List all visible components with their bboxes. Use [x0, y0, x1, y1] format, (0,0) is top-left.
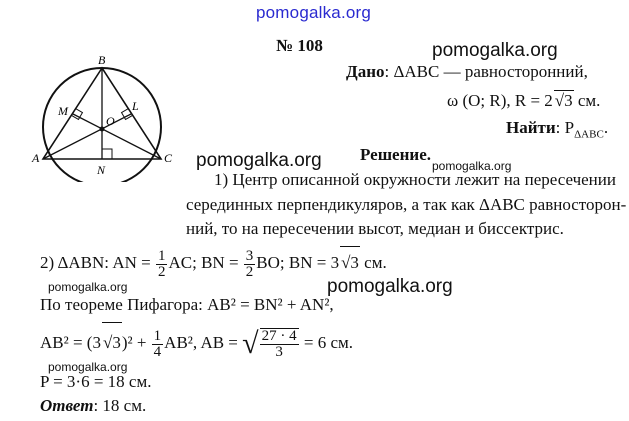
answer-value: : 18 см.	[93, 396, 147, 415]
watermark-small-2: pomogalka.org	[48, 280, 128, 294]
label-b: B	[98, 53, 106, 67]
find-dot: .	[603, 118, 609, 137]
problem-number: № 108	[276, 36, 323, 55]
watermark-small-1: pomogalka.org	[432, 159, 512, 173]
watermark-top: pomogalka.org	[256, 3, 372, 22]
eq-text-b: )² +	[121, 333, 151, 352]
label-n: N	[97, 163, 106, 177]
eq-result: = 6 см.	[299, 333, 354, 352]
fraction-quarter: $\frac{1}{4}$	[153, 327, 162, 360]
fraction-half: $\frac{1}{2}$	[157, 247, 166, 280]
watermark-big-1: pomogalka.org	[432, 40, 558, 61]
label-l: L	[132, 99, 139, 113]
label-o: O	[106, 114, 115, 128]
find-value: : P	[555, 118, 575, 137]
radical-fraction: $\frac{27 \cdot 4}{3}$	[261, 328, 297, 361]
eq-text-c: AB², AB =	[164, 333, 243, 352]
right-angle-n	[102, 149, 112, 159]
given-line-2	[447, 90, 600, 111]
label-a: A	[32, 151, 40, 165]
label-m: M	[58, 104, 68, 118]
solution-p1-line1: 1) Центр описанной окружности лежит на пересечении	[214, 170, 616, 189]
step2-root: √3	[340, 246, 360, 279]
given-unit: см.	[573, 91, 601, 110]
given-label: Дано	[346, 62, 385, 81]
solution-step-2	[40, 246, 387, 280]
step2-text-b: AC; BN =	[168, 253, 243, 272]
perimeter-line: P = 3·6 = 18 см.	[40, 372, 152, 391]
center-o	[100, 127, 105, 132]
solution-heading: Решение.	[360, 145, 431, 164]
find-subscript: ΔABC	[574, 128, 604, 141]
find-line	[506, 118, 608, 140]
equation-line	[40, 322, 353, 363]
label-c: C	[164, 151, 173, 165]
given-line-1	[346, 62, 588, 82]
solution-p1-line2: серединных перпендикуляров, а так как ΔABC равносторон-	[186, 195, 627, 214]
answer-line	[40, 396, 146, 416]
fraction-three-halves: $\frac{3}{2}$	[245, 247, 254, 280]
given-text-2: ω (O; R), R = 2	[447, 91, 553, 110]
eq-root: √3	[102, 322, 122, 363]
step2-text-a: 2) ΔABN: AN =	[40, 253, 155, 272]
solution-p1-line3: ний, то на пересечении высот, медиан и биссектрис.	[186, 219, 564, 238]
pythagoras-line: По теореме Пифагора: AB² = BN² + AN²,	[40, 295, 334, 314]
given-text-1: : ΔABC — равносторонний,	[384, 62, 588, 81]
watermark-big-2: pomogalka.org	[196, 150, 322, 171]
eq-text-a: AB² = (3	[40, 333, 101, 352]
triangle-figure	[30, 52, 180, 182]
find-label: Найти	[506, 118, 556, 137]
step2-text-c: BO; BN = 3	[256, 253, 340, 272]
answer-label: Ответ	[40, 396, 94, 415]
step2-unit: см.	[359, 253, 387, 272]
watermark-big-3: pomogalka.org	[327, 276, 453, 297]
watermark-small-3: pomogalka.org	[48, 360, 128, 374]
given-root: √3	[554, 91, 573, 110]
radical-sign: √	[242, 327, 259, 361]
